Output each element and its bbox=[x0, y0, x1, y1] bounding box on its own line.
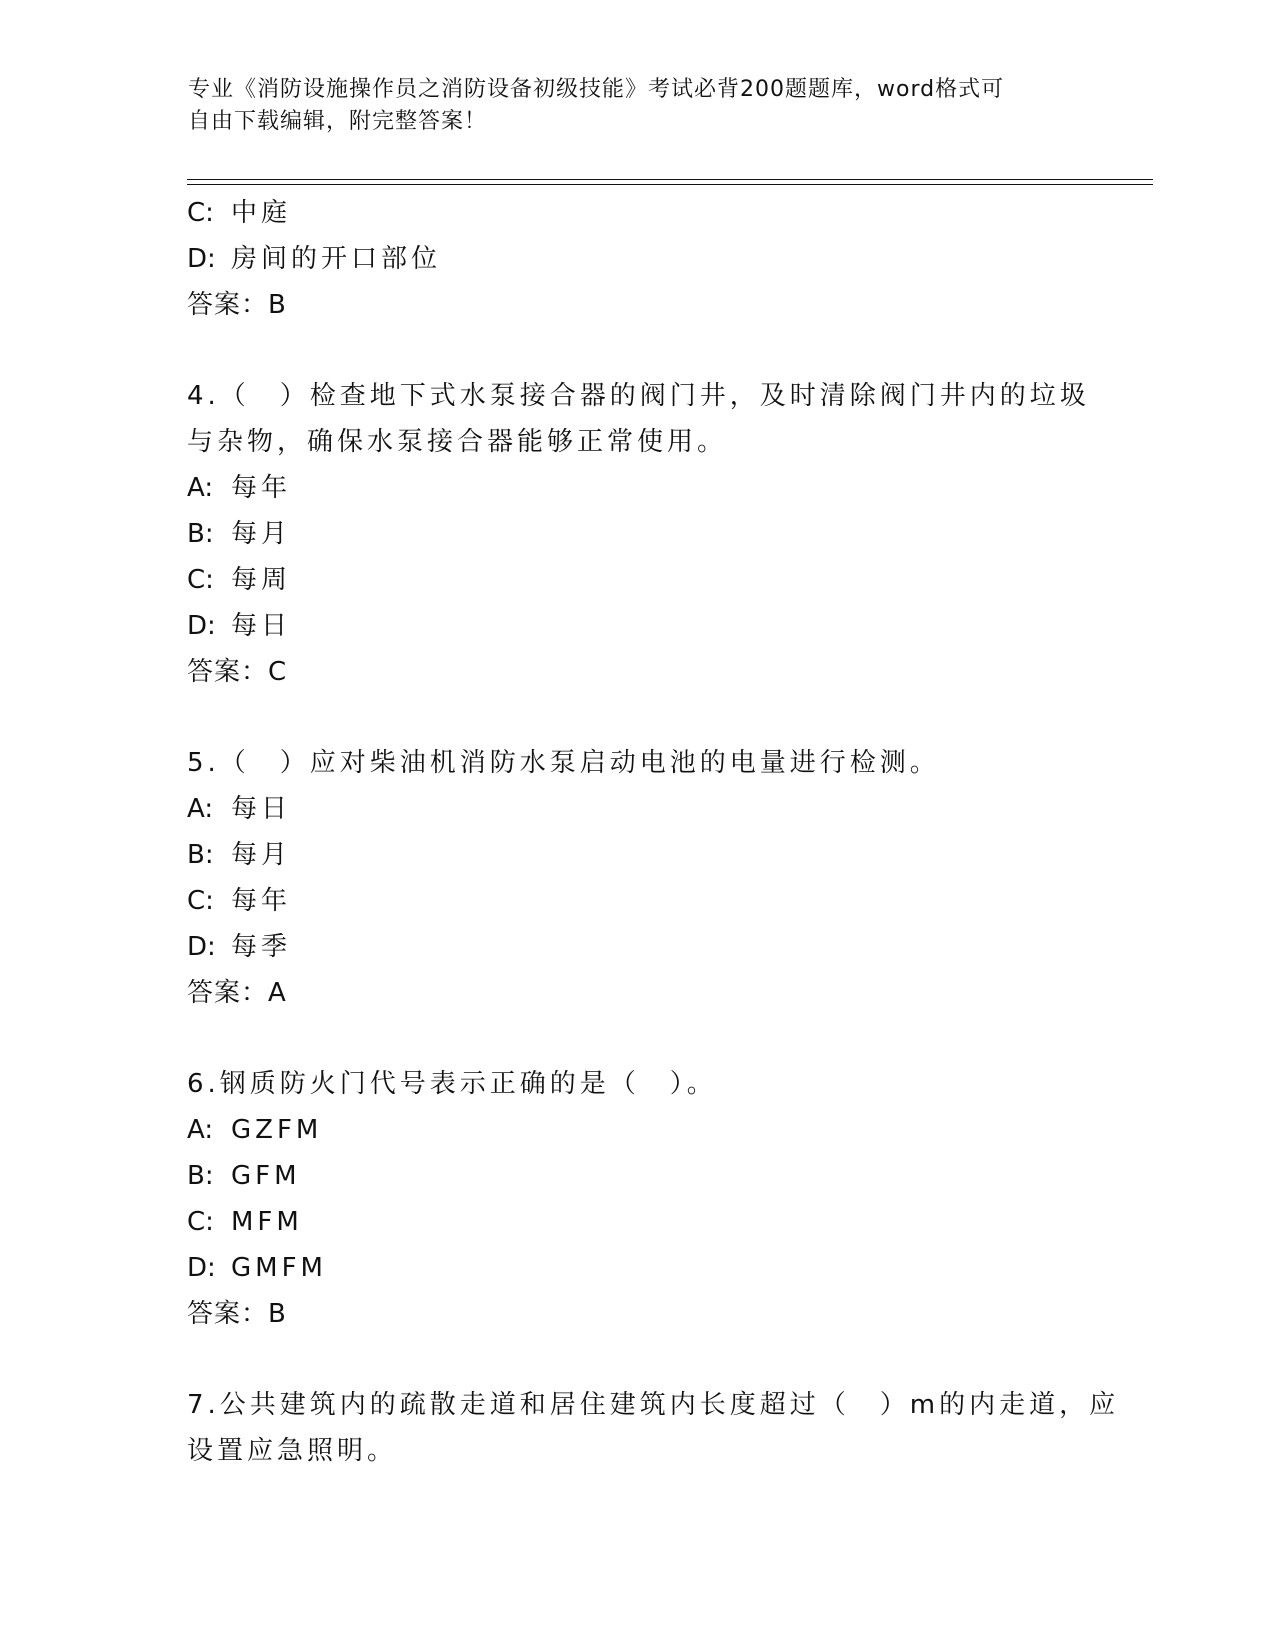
option-c bbox=[187, 1199, 1087, 1245]
option-key: B: bbox=[187, 519, 214, 549]
option-text: 每年 bbox=[231, 473, 292, 503]
option-key: C: bbox=[187, 198, 214, 228]
header-divider-bottom bbox=[187, 184, 1153, 185]
question-text: 7.公共建筑内的疏散走道和居住建筑内长度超过（ ）m的内走道，应 bbox=[187, 1390, 1120, 1420]
header-line-1: 专业《消防设施操作员之消防设备初级技能》考试必背200题题库，word格式可 bbox=[188, 77, 1005, 102]
question-5 bbox=[187, 740, 1087, 1016]
option-key: D: bbox=[187, 932, 216, 962]
option-text: 每日 bbox=[231, 611, 292, 641]
option-key: D: bbox=[187, 244, 216, 274]
option-key: B: bbox=[187, 1161, 214, 1191]
option-key: B: bbox=[187, 840, 214, 870]
option-text: 每月 bbox=[231, 840, 292, 870]
option-a bbox=[187, 786, 1087, 832]
header-divider-top bbox=[187, 179, 1153, 180]
option-text: MFM bbox=[231, 1207, 303, 1237]
option-c bbox=[187, 557, 1087, 603]
answer: 答案：B bbox=[187, 290, 287, 320]
option-text: GFM bbox=[231, 1161, 301, 1191]
option-d bbox=[187, 1245, 1087, 1291]
answer: 答案：B bbox=[187, 1299, 287, 1329]
question-6 bbox=[187, 1061, 1087, 1337]
header-line-2: 自由下载编辑，附完整答案！ bbox=[188, 109, 488, 134]
option-b bbox=[187, 511, 1087, 557]
answer: 答案：A bbox=[187, 978, 287, 1008]
option-text: 每周 bbox=[231, 565, 292, 595]
option-text: 房间的开口部位 bbox=[231, 244, 442, 274]
answer: 答案：C bbox=[187, 657, 288, 687]
option-key: C: bbox=[187, 565, 214, 595]
option-key: C: bbox=[187, 886, 214, 916]
option-d bbox=[187, 603, 1087, 649]
option-key: D: bbox=[187, 611, 216, 641]
option-a bbox=[187, 1107, 1087, 1153]
question-text: 4.（ ）检查地下式水泵接合器的阀门井，及时清除阀门井内的垃圾 bbox=[187, 381, 1090, 411]
option-c bbox=[187, 190, 1087, 236]
option-text: 每月 bbox=[231, 519, 292, 549]
option-key: C: bbox=[187, 1207, 214, 1237]
option-b bbox=[187, 1153, 1087, 1199]
option-a bbox=[187, 465, 1087, 511]
option-c bbox=[187, 878, 1087, 924]
question-list bbox=[187, 190, 1120, 1474]
option-text: 每日 bbox=[231, 794, 292, 824]
question-7 bbox=[187, 1382, 1120, 1474]
option-text: GZFM bbox=[231, 1115, 323, 1145]
question-text: 设置应急照明。 bbox=[187, 1436, 398, 1466]
option-b bbox=[187, 832, 1087, 878]
question-4 bbox=[187, 373, 1090, 695]
option-key: A: bbox=[187, 473, 214, 503]
option-key: A: bbox=[187, 1115, 214, 1145]
question-3-partial bbox=[187, 190, 1087, 328]
question-text: 5.（ ）应对柴油机消防水泵启动电池的电量进行检测。 bbox=[187, 748, 940, 778]
option-d bbox=[187, 924, 1087, 970]
document-header bbox=[188, 74, 1088, 138]
option-text: GMFM bbox=[231, 1253, 327, 1283]
question-text: 6.钢质防火门代号表示正确的是（ ）。 bbox=[187, 1069, 717, 1099]
option-d bbox=[187, 236, 1087, 282]
option-text: 每年 bbox=[231, 886, 292, 916]
option-text: 每季 bbox=[231, 932, 292, 962]
option-text: 中庭 bbox=[231, 198, 292, 228]
option-key: D: bbox=[187, 1253, 216, 1283]
question-text: 与杂物，确保水泵接合器能够正常使用。 bbox=[187, 427, 728, 457]
option-key: A: bbox=[187, 794, 214, 824]
